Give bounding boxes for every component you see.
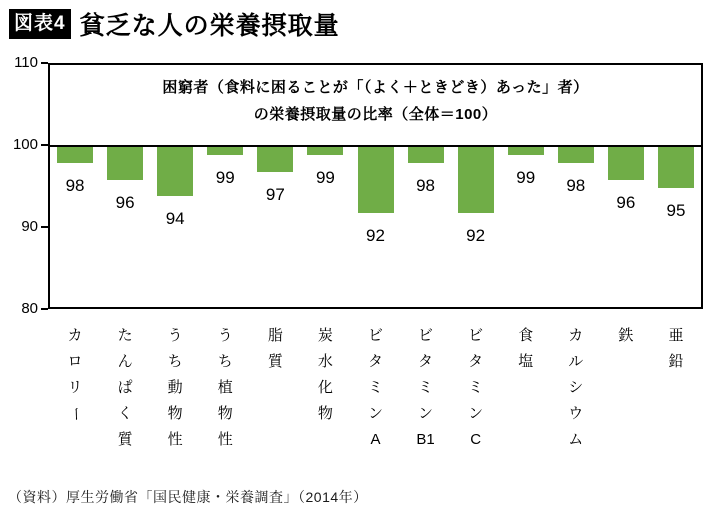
x-axis-label	[300, 323, 350, 427]
bar-value-label: 92	[366, 225, 385, 245]
x-axis-label-char: ち	[217, 353, 233, 370]
y-axis-tick-mark	[41, 62, 48, 64]
bar	[57, 147, 93, 163]
x-axis-label-char: う	[167, 327, 183, 344]
x-axis-label-char: 水	[317, 353, 333, 370]
x-axis-label	[150, 323, 200, 453]
x-axis-label	[350, 323, 400, 453]
x-axis-label	[250, 323, 300, 375]
x-axis-label-char: ミ	[468, 379, 484, 396]
bar	[257, 147, 293, 172]
bar-value-label: 99	[315, 168, 335, 188]
x-axis-label-char: ん	[117, 353, 133, 370]
chart-annotation-line1: 困窮者（食料に困ることが「（よく＋ときどき）あった」者）	[162, 79, 589, 96]
bar-value-label: 98	[416, 176, 436, 196]
x-axis-label-char: 植	[217, 379, 233, 396]
x-axis-label-char: 物	[317, 405, 333, 422]
source-note: （資料）厚生労働省「国民健康・栄養調査」（2014年）	[8, 489, 368, 505]
x-axis-label	[601, 323, 651, 349]
y-axis-tick-mark	[41, 144, 48, 146]
x-axis-label	[651, 323, 701, 375]
bar-value-label: 96	[115, 192, 135, 212]
y-axis-tick-mark	[41, 226, 48, 228]
x-axis-label-char: ロ	[67, 353, 83, 370]
chart-annotation-line2: の栄養摂取量の比率（全体＝100）	[253, 106, 498, 123]
bar	[157, 147, 193, 196]
x-axis-label-char: ン	[418, 405, 434, 422]
x-axis-label-char: ウ	[568, 405, 584, 422]
bar-value-label: 98	[566, 176, 586, 196]
x-axis-label-char: リ	[67, 379, 83, 396]
x-axis-label-char: ビ	[418, 327, 434, 344]
x-axis-label-char: タ	[468, 353, 484, 370]
y-axis-tick-label: 80	[21, 300, 38, 317]
bar	[358, 147, 394, 213]
x-axis-label-char: タ	[367, 353, 383, 370]
x-axis-label-char: カ	[568, 327, 584, 344]
bar	[658, 147, 694, 188]
y-axis-tick-label: 110	[14, 54, 38, 71]
x-axis-label-char: ミ	[418, 379, 434, 396]
x-axis-label-char: カ	[67, 327, 83, 344]
x-axis-label-char: A	[370, 431, 381, 448]
x-axis-label-char: 炭	[317, 327, 333, 344]
figure-title: 貧乏な人の栄養摂取量	[79, 12, 340, 40]
x-axis-label-char: ー	[67, 406, 85, 422]
x-axis-label	[551, 323, 601, 453]
x-axis-label-char: 物	[217, 405, 233, 422]
bar	[408, 147, 444, 163]
y-axis-tick-mark	[41, 308, 48, 310]
bar-value-label: 94	[165, 209, 185, 229]
x-axis-label-char: ミ	[367, 379, 383, 396]
bar-value-label: 96	[616, 192, 636, 212]
x-axis-label-char: 鉄	[618, 327, 634, 344]
x-axis-label-char: ぱ	[117, 379, 133, 396]
x-axis-label-char: 化	[317, 379, 333, 396]
x-axis-label-char: 鉛	[668, 353, 684, 370]
x-axis-label	[50, 323, 100, 427]
x-axis-label-char: ビ	[468, 327, 484, 344]
x-axis-label-char: C	[470, 431, 482, 448]
bar-value-label: 97	[265, 184, 285, 204]
x-axis-label	[401, 323, 451, 453]
bar-value-label: 99	[215, 168, 235, 188]
x-axis-label-char: ン	[468, 405, 484, 422]
figure-number-badge: 図表4	[9, 9, 71, 39]
y-axis-tick-label: 100	[12, 136, 38, 153]
x-axis-label	[501, 323, 551, 375]
x-axis-label	[200, 323, 250, 453]
plot-area	[48, 63, 703, 309]
x-axis-label-char: ち	[167, 353, 183, 370]
x-axis-label-char: ム	[568, 431, 584, 448]
bar-value-label: 95	[666, 201, 686, 220]
x-axis-label-char: ン	[367, 405, 383, 422]
bar-value-label: 99	[516, 168, 536, 188]
x-axis-label-char: 食	[518, 327, 534, 344]
x-axis-label-char: 質	[117, 431, 133, 448]
chart-annotation	[50, 74, 701, 128]
x-axis-label-char: ル	[568, 353, 584, 370]
x-axis-label	[451, 323, 501, 453]
bar	[307, 147, 343, 155]
x-axis-label-char: シ	[568, 379, 584, 396]
y-axis-tick-label: 90	[21, 218, 38, 235]
x-axis-label-char: う	[217, 327, 233, 344]
x-axis-label-char: 塩	[518, 353, 534, 370]
x-axis-label-char: た	[117, 327, 133, 344]
bar-value-label: 98	[65, 176, 85, 196]
bar	[207, 147, 243, 155]
x-axis-label-char: く	[117, 405, 133, 422]
x-axis-label-char: 亜	[668, 327, 684, 344]
bar	[107, 147, 143, 180]
x-axis-label-char: ビ	[367, 327, 383, 344]
bar	[458, 147, 494, 213]
x-axis-label-char: 動	[167, 379, 183, 396]
x-axis-label	[100, 323, 150, 453]
x-axis-label-char: 性	[217, 431, 233, 448]
x-axis-label-char: 性	[167, 431, 183, 448]
x-axis-label-char: 物	[167, 405, 183, 422]
bar	[558, 147, 594, 163]
bar-value-label: 92	[466, 225, 486, 245]
x-axis-label-char: 脂	[267, 327, 283, 344]
x-axis-label-char: タ	[418, 353, 434, 370]
bar	[508, 147, 544, 155]
bar	[608, 147, 644, 180]
x-axis-label-char: 質	[267, 353, 283, 370]
x-axis-label-char: B1	[416, 431, 435, 448]
